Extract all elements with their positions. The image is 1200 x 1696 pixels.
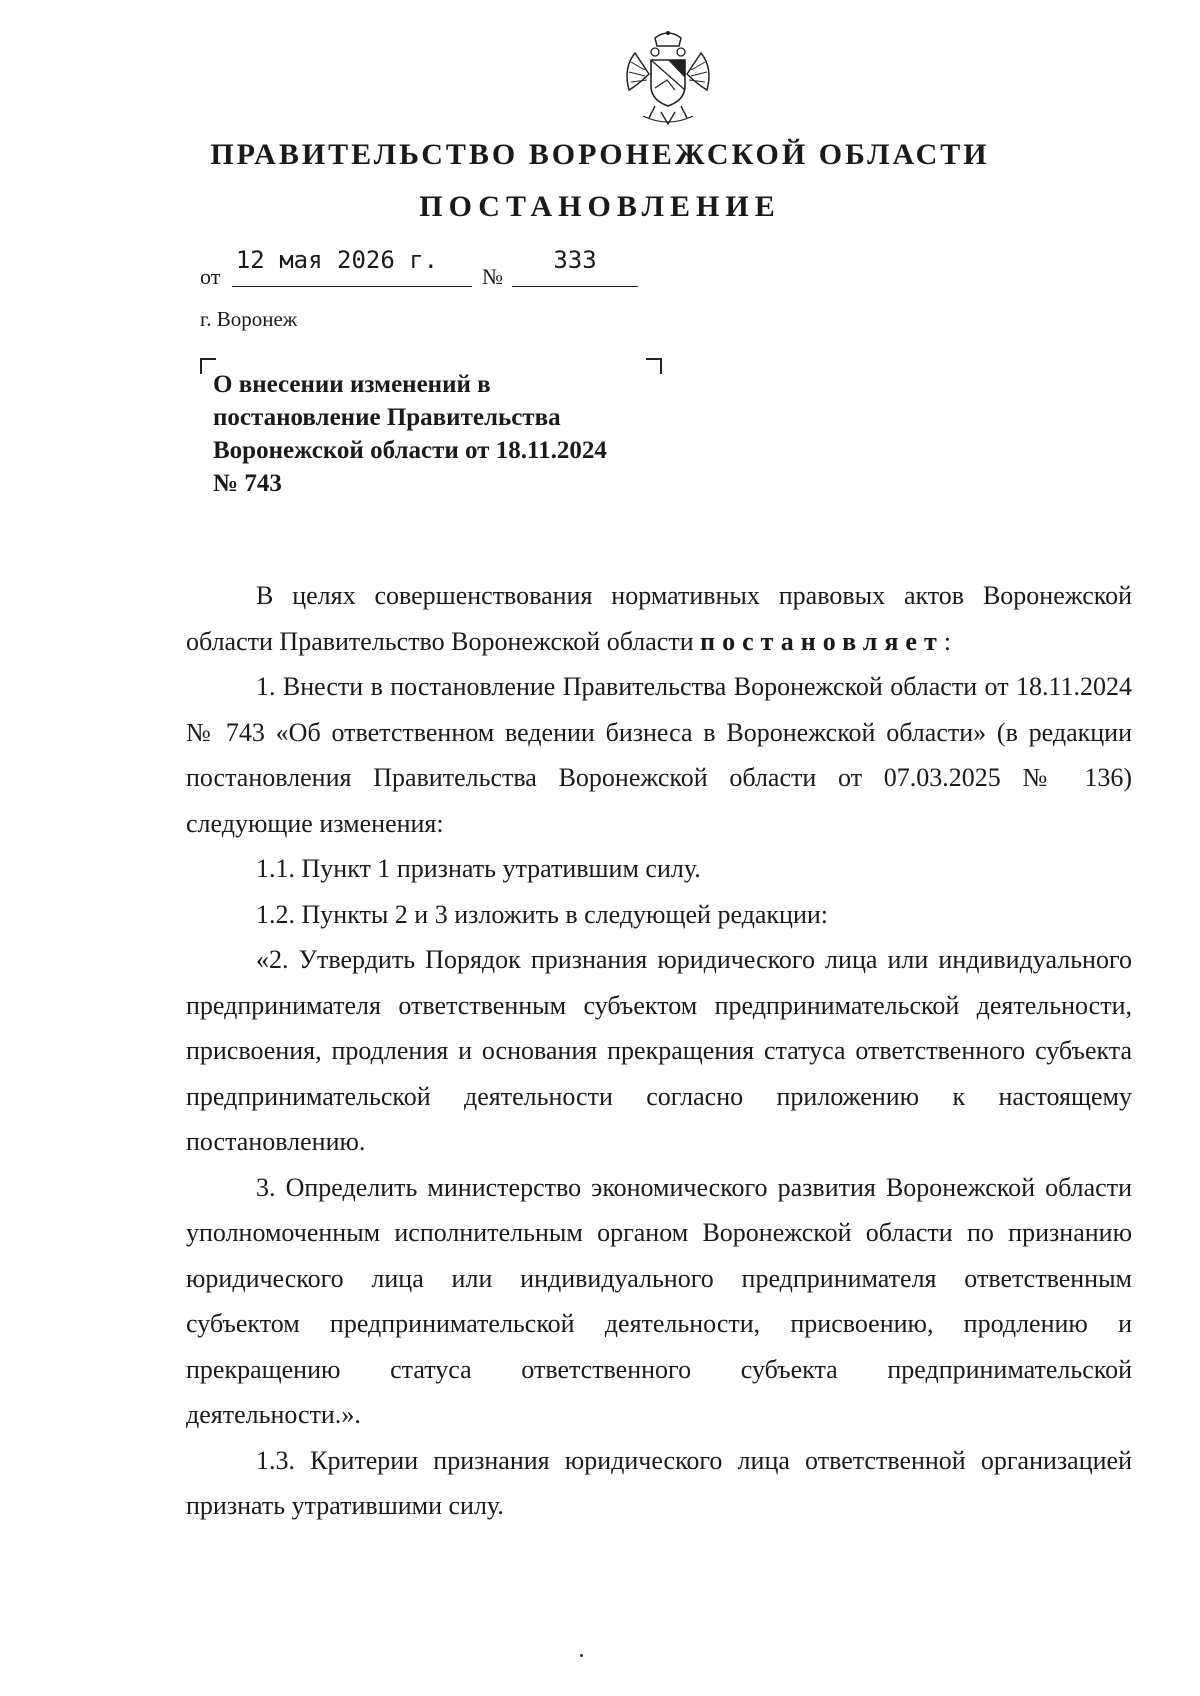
decree-subject <box>213 368 673 500</box>
decree-body <box>186 573 1132 1529</box>
paragraph-1: 1. Внести в постановление Правительства Воронежской области от 18.11.2024 № 743 «Об ответственном ведении бизнеса в Воронежской области» (в редакции постановления Правительства Воронежской области от 07.03.2025 № 136) следующие изменения: <box>186 672 1132 838</box>
date-number-row <box>200 246 700 289</box>
quoted-paragraph-2: «2. Утвердить Порядок признания юридического лица или индивидуального предпринимателя ответственным субъектом предпринимательской деятельности, присвоения, продления и основания прекращения статуса ответственного субъекта предпринимательской деятельности согласно приложению к настоящему постановлению. <box>186 945 1132 1156</box>
preamble-colon: : <box>943 626 951 656</box>
from-label: от <box>200 264 221 289</box>
paragraph-1-3: 1.3. Критерии признания юридического лица ответственной организацией признать утратившими силу. <box>186 1445 1132 1520</box>
subject-line: № 743 <box>213 470 282 497</box>
number-label: № <box>482 264 503 289</box>
decree-date: 12 мая 2026 г. <box>235 246 439 274</box>
subject-line: О внесении изменений в <box>213 371 491 398</box>
subject-line: постановление Правительства <box>213 404 561 431</box>
paragraph-1-2: 1.2. Пункты 2 и 3 изложить в следующей редакции: <box>256 899 829 929</box>
date-underline <box>232 286 472 287</box>
preamble <box>186 573 1132 664</box>
preamble-text: В целях совершенствования нормативных правовых актов Воронежской области Правительство Воронежской области <box>186 581 1132 656</box>
subject-line: Воронежской области от 18.11.2024 <box>213 437 607 464</box>
quoted-paragraph-3: 3. Определить министерство экономического развития Воронежской области уполномоченным исполнительным органом Воронежской области по признанию юридического лица или индивидуального предпринимателя ответственным субъектом предпринимательской деятельности, присвоению, продлению и прекращению статуса ответственного субъекта предпринимательской деятельности.». <box>186 1172 1132 1429</box>
decree-verb: постановляет <box>700 626 944 656</box>
coat-of-arms-icon <box>615 28 721 128</box>
number-underline <box>512 286 638 287</box>
decree-number: 333 <box>553 246 597 274</box>
government-title: ПРАВИТЕЛЬСТВО ВОРОНЕЖСКОЙ ОБЛАСТИ <box>210 138 990 171</box>
page-mark <box>580 1654 583 1657</box>
city: г. Воронеж <box>200 307 298 331</box>
document-type: ПОСТАНОВЛЕНИЕ <box>419 190 781 223</box>
paragraph-1-1: 1.1. Пункт 1 признать утратившим силу. <box>256 854 701 883</box>
